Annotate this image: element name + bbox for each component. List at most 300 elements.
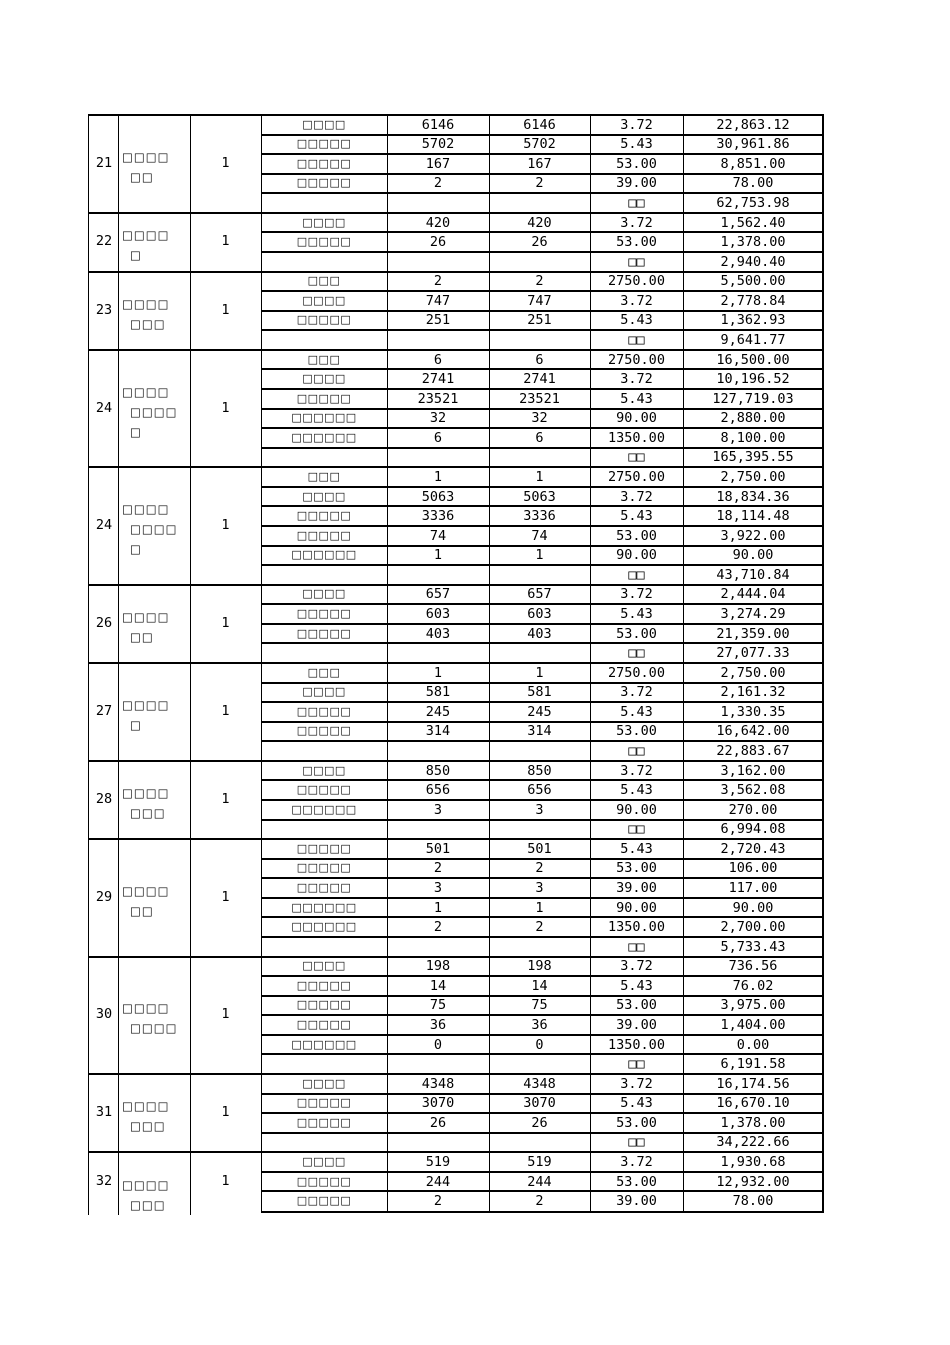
item-label: □□□□□ (296, 156, 352, 170)
row-number: 30 (95, 1006, 113, 1023)
quantity: 1 (221, 399, 230, 416)
amount: 2,940.40 (720, 253, 786, 270)
row-border (261, 740, 824, 742)
unit-price: 39.00 (616, 880, 657, 896)
quantity-b: 3070 (523, 1095, 556, 1112)
row-border (261, 231, 824, 233)
row-border (261, 642, 824, 644)
unit-name: □□□ (130, 1119, 166, 1134)
unit-price: 3.72 (620, 116, 653, 133)
column-border (489, 114, 490, 1212)
column-border (118, 114, 119, 1215)
item-label: □□□□□ (296, 176, 352, 190)
quantity-a: 2741 (421, 371, 455, 388)
unit-price: □□ (628, 449, 645, 466)
quantity-b: 519 (527, 1153, 552, 1170)
unit-name: □□□□ (122, 697, 170, 712)
unit-name: □ (130, 248, 142, 263)
amount: 2,700.00 (720, 919, 786, 936)
item-label: □□□□ (302, 293, 346, 307)
unit-price: 5.43 (620, 840, 653, 857)
unit-name: □□□□ (122, 609, 170, 624)
unit-price: 90.00 (616, 410, 657, 427)
amount: 1,404.00 (720, 1017, 786, 1033)
quantity-b: 75 (531, 997, 548, 1014)
unit-name: □□□□ (130, 404, 178, 419)
item-label: □□□□□ (296, 1096, 352, 1110)
unit-price: 39.00 (616, 175, 657, 192)
item-label: □□□□ (302, 685, 346, 699)
quantity-a: 519 (425, 1153, 451, 1170)
quantity-b: 1 (535, 664, 544, 681)
unit-price: 1350.00 (608, 919, 665, 936)
amount: 1,562.40 (720, 214, 786, 231)
row-border (261, 1211, 824, 1213)
quantity-a: 6146 (421, 116, 455, 133)
quantity: 1 (221, 1104, 230, 1121)
unit-price: 2750.00 (608, 469, 665, 486)
unit-name: □□ (130, 903, 154, 918)
quantity-b: 5702 (523, 136, 556, 153)
item-label: □□□□□□ (291, 548, 357, 562)
unit-price: 3.72 (620, 214, 653, 231)
unit-name: □□□ (130, 316, 166, 331)
unit-price: □□ (628, 938, 645, 955)
quantity-a: 6 (433, 351, 443, 368)
quantity-a: 14 (429, 977, 447, 994)
amount: 62,753.98 (716, 195, 790, 212)
quantity-b: 1 (535, 899, 544, 916)
row-number: 22 (95, 233, 113, 250)
unit-price: □□ (628, 566, 645, 583)
quantity-a: 420 (425, 214, 451, 231)
quantity-b: 3336 (523, 508, 556, 525)
quantity-b: 1 (535, 469, 544, 486)
unit-price: 53.00 (616, 860, 657, 877)
row-border (261, 251, 824, 253)
amount: 3,922.00 (720, 527, 786, 544)
quantity-b: 167 (527, 155, 552, 172)
quantity-a: 4348 (421, 1075, 455, 1092)
row-number: 24 (95, 399, 113, 416)
item-label: □□□□ (302, 372, 346, 386)
quantity-b: 3 (535, 880, 544, 896)
row-border (261, 779, 824, 781)
quantity-b: 2741 (523, 371, 556, 388)
quantity-b: 6146 (523, 116, 556, 133)
quantity: 1 (221, 1172, 230, 1189)
row-border (261, 975, 824, 977)
quantity-a: 3 (433, 801, 443, 818)
amount: 8,851.00 (720, 155, 786, 172)
unit-price: 90.00 (616, 801, 657, 818)
item-label: □□□□□□ (291, 1037, 357, 1051)
group-border (88, 349, 824, 351)
quantity-b: 2 (535, 175, 544, 192)
quantity-b: 26 (531, 234, 548, 251)
amount: 3,162.00 (720, 762, 786, 779)
item-label: □□□□ (302, 763, 346, 777)
unit-price: 5.43 (620, 1095, 653, 1112)
quantity: 1 (221, 154, 230, 171)
unit-name: □ (130, 424, 142, 439)
unit-name: □□□□ (122, 228, 170, 243)
unit-price: □□ (628, 332, 645, 349)
quantity-a: 74 (429, 527, 447, 544)
amount: 2,778.84 (720, 292, 786, 309)
amount: 3,274.29 (720, 606, 786, 623)
quantity-a: 32 (429, 410, 447, 427)
unit-name: □ (130, 541, 142, 556)
quantity-a: 23521 (417, 390, 459, 407)
row-border (261, 388, 824, 390)
item-label: □□□□ (302, 587, 346, 601)
amount: 1,930.68 (720, 1153, 786, 1170)
amount: 3,562.08 (720, 782, 786, 799)
quantity-b: 657 (527, 586, 552, 603)
item-label: □□□□□ (296, 861, 352, 875)
unit-price: 5.43 (620, 606, 653, 623)
unit-name: □□□ (130, 805, 166, 820)
column-border (88, 114, 89, 1215)
quantity-a: 656 (425, 782, 451, 799)
amount: 3,975.00 (720, 997, 786, 1014)
quantity-b: 244 (527, 1173, 552, 1190)
quantity-b: 36 (531, 1017, 548, 1033)
quantity-a: 2 (433, 175, 443, 192)
unit-name: □□□□ (122, 785, 170, 800)
row-number: 31 (95, 1104, 113, 1121)
quantity-b: 74 (531, 527, 548, 544)
quantity-b: 420 (527, 214, 552, 231)
unit-price: 1350.00 (608, 429, 665, 446)
amount: 736.56 (728, 958, 778, 975)
row-border (261, 290, 824, 292)
unit-price: 3.72 (620, 762, 653, 779)
unit-price: 5.43 (620, 703, 653, 720)
item-label: □□□□□□ (291, 802, 357, 816)
unit-price: □□ (628, 645, 645, 662)
quantity-b: 3 (535, 801, 544, 818)
unit-name: □□□ (130, 1197, 166, 1212)
unit-name: □□□□ (130, 1021, 178, 1036)
group-border (88, 956, 824, 958)
row-border (261, 1190, 824, 1192)
quantity-a: 5702 (421, 136, 455, 153)
item-label: □□□□□ (296, 313, 352, 327)
unit-price: 39.00 (616, 1193, 657, 1210)
item-label: □□□□□ (296, 724, 352, 738)
unit-price: 5.43 (620, 312, 653, 329)
row-number: 27 (95, 702, 113, 719)
column-border (387, 114, 388, 1212)
amount: 5,733.43 (720, 938, 786, 955)
quantity: 1 (221, 301, 230, 318)
amount: 27,077.33 (716, 645, 790, 662)
group-border (88, 662, 824, 664)
amount: 30,961.86 (716, 136, 790, 153)
unit-name: □□□□ (122, 384, 170, 399)
column-border (590, 114, 591, 1212)
unit-name: □□□□ (122, 883, 170, 898)
unit-price: 3.72 (620, 1075, 653, 1092)
quantity-b: 5063 (523, 488, 556, 505)
quantity-a: 581 (425, 684, 451, 701)
unit-price: 3.72 (620, 371, 653, 388)
amount: 1,362.93 (720, 312, 786, 329)
group-border (88, 760, 824, 762)
amount: 16,500.00 (716, 351, 790, 368)
quantity-b: 501 (527, 840, 552, 857)
quantity-a: 501 (425, 840, 451, 857)
unit-price: 3.72 (620, 586, 653, 603)
row-border (261, 1053, 824, 1055)
row-border (261, 799, 824, 801)
unit-price: 53.00 (616, 234, 657, 251)
quantity-a: 2 (433, 1193, 443, 1210)
quantity-a: 314 (425, 723, 451, 740)
unit-price: 1350.00 (608, 1036, 665, 1053)
amount: 18,114.48 (716, 508, 790, 525)
unit-price: 2750.00 (608, 351, 665, 368)
unit-price: □□ (628, 1134, 645, 1151)
quantity-a: 2 (433, 860, 443, 877)
unit-name: □□□□ (122, 149, 170, 164)
row-border (261, 427, 824, 429)
group-border (88, 212, 824, 214)
item-label: □□□□□ (296, 704, 352, 718)
amount: 16,174.56 (716, 1075, 790, 1092)
item-label: □□□□□ (296, 1115, 352, 1129)
unit-price: 90.00 (616, 899, 657, 916)
unit-price: 53.00 (616, 1173, 657, 1190)
quantity-b: 603 (527, 606, 552, 623)
amount: 6,994.08 (720, 821, 786, 838)
amount: 90.00 (732, 899, 774, 916)
row-number: 24 (95, 516, 113, 533)
unit-name: □□□□ (122, 1177, 170, 1192)
amount: 22,883.67 (716, 743, 790, 760)
unit-price: 2750.00 (608, 273, 665, 290)
group-border (88, 1151, 824, 1153)
quantity-b: 0 (535, 1036, 544, 1053)
item-label: □□□□□ (296, 528, 352, 542)
item-label: □□□□□ (296, 1194, 352, 1208)
unit-name: □ (130, 717, 142, 732)
item-label: □□□ (307, 274, 341, 288)
amount: 12,932.00 (716, 1173, 790, 1190)
quantity-a: 245 (425, 703, 451, 720)
row-border (261, 368, 824, 370)
unit-price: 5.43 (620, 390, 653, 407)
row-border (261, 916, 824, 918)
quantity: 1 (221, 1006, 230, 1023)
row-number: 21 (95, 154, 113, 171)
quantity-b: 2 (535, 1193, 544, 1210)
quantity: 1 (221, 702, 230, 719)
quantity-b: 2 (535, 273, 544, 290)
unit-price: 90.00 (616, 547, 657, 564)
amount: 78.00 (732, 1193, 774, 1210)
quantity-a: 1 (433, 899, 443, 916)
quantity-a: 2 (433, 919, 443, 936)
item-label: □□□□□ (296, 137, 352, 151)
amount: 8,100.00 (720, 429, 786, 446)
row-border (261, 564, 824, 566)
unit-price: 5.43 (620, 508, 653, 525)
row-number: 29 (95, 888, 113, 905)
item-label: □□□□□ (296, 978, 352, 992)
quantity: 1 (221, 790, 230, 807)
quantity-a: 198 (425, 958, 451, 975)
amount: 78.00 (732, 175, 774, 192)
amount: 2,880.00 (720, 410, 786, 427)
quantity: 1 (221, 888, 230, 905)
quantity-b: 747 (527, 292, 552, 309)
unit-price: 53.00 (616, 625, 657, 642)
quantity-a: 244 (425, 1173, 451, 1190)
group-border (88, 466, 824, 468)
group-border (88, 1073, 824, 1075)
quantity-b: 198 (527, 958, 552, 975)
item-label: □□□□ (302, 489, 346, 503)
amount: 22,863.12 (716, 116, 790, 133)
unit-price: 53.00 (616, 527, 657, 544)
quantity-a: 75 (429, 997, 447, 1014)
quantity-b: 32 (531, 410, 548, 427)
quantity-b: 1 (535, 547, 544, 564)
quantity-b: 403 (527, 625, 552, 642)
amount: 5,500.00 (720, 273, 786, 290)
item-label: □□□□□□ (291, 900, 357, 914)
group-border (88, 271, 824, 273)
amount: 90.00 (732, 547, 774, 564)
amount: 6,191.58 (720, 1056, 786, 1073)
amount: 16,642.00 (716, 723, 790, 740)
group-border (88, 114, 824, 116)
quantity-b: 2 (535, 919, 544, 936)
quantity-a: 657 (425, 586, 451, 603)
unit-name: □□□□ (130, 521, 178, 536)
item-label: □□□□□ (296, 235, 352, 249)
unit-price: 3.72 (620, 958, 653, 975)
row-border (261, 153, 824, 155)
quantity-a: 2 (433, 273, 443, 290)
row-border (261, 936, 824, 938)
amount: 1,378.00 (720, 234, 786, 251)
amount: 21,359.00 (716, 625, 790, 642)
item-label: □□□□ (302, 117, 346, 131)
row-border (261, 525, 824, 527)
row-border (261, 877, 824, 879)
column-border (822, 114, 824, 1212)
column-border (683, 114, 684, 1212)
amount: 34,222.66 (716, 1134, 790, 1151)
unit-price: □□ (628, 253, 645, 270)
unit-price: 53.00 (616, 997, 657, 1014)
item-label: □□□□□ (296, 607, 352, 621)
quantity-a: 403 (425, 625, 451, 642)
unit-price: 3.72 (620, 292, 653, 309)
unit-price: 39.00 (616, 1017, 657, 1033)
quantity-a: 3 (433, 880, 443, 896)
item-label: □□□□□ (296, 391, 352, 405)
quantity-b: 6 (535, 351, 544, 368)
unit-price: □□ (628, 743, 645, 760)
quantity-b: 14 (531, 977, 548, 994)
quantity-a: 167 (425, 155, 451, 172)
item-label: □□□□ (302, 1076, 346, 1090)
item-label: □□□ (307, 470, 341, 484)
amount: 0.00 (736, 1036, 770, 1053)
amount: 127,719.03 (712, 390, 794, 407)
row-border (261, 192, 824, 194)
quantity-a: 1 (433, 547, 443, 564)
item-label: □□□ (307, 665, 341, 679)
amount: 1,330.35 (720, 703, 786, 720)
amount: 9,641.77 (720, 332, 786, 349)
amount: 43,710.84 (716, 566, 790, 583)
amount: 16,670.10 (716, 1095, 790, 1112)
amount: 10,196.52 (716, 371, 790, 388)
item-label: □□□□ (302, 959, 346, 973)
quantity-b: 850 (527, 762, 552, 779)
unit-price: □□ (628, 821, 645, 838)
unit-price: 53.00 (616, 155, 657, 172)
quantity-a: 26 (429, 1114, 447, 1131)
quantity-a: 3336 (421, 508, 455, 525)
unit-price: □□ (628, 1056, 645, 1073)
amount: 165,395.55 (712, 449, 794, 466)
unit-price: □□ (628, 195, 645, 212)
item-label: □□□□□ (296, 626, 352, 640)
unit-price: 3.72 (620, 684, 653, 701)
unit-name: □□□□ (122, 1001, 170, 1016)
row-border (261, 603, 824, 605)
amount: 106.00 (728, 860, 778, 877)
quantity-a: 603 (425, 606, 451, 623)
row-number: 28 (95, 790, 113, 807)
row-border (261, 701, 824, 703)
row-number: 32 (95, 1172, 113, 1189)
unit-price: 2750.00 (608, 664, 665, 681)
amount: 76.02 (732, 977, 774, 994)
item-label: □□□□□ (296, 881, 352, 894)
quantity-a: 251 (425, 312, 451, 329)
item-label: □□□□□ (296, 841, 352, 855)
unit-price: 53.00 (616, 1114, 657, 1131)
quantity: 1 (221, 516, 230, 533)
amount: 18,834.36 (716, 488, 790, 505)
amount: 2,750.00 (720, 469, 786, 486)
item-label: □□□□ (302, 1154, 346, 1168)
amount: 2,720.43 (720, 840, 786, 857)
amount: 1,378.00 (720, 1114, 786, 1131)
quantity-a: 36 (429, 1017, 447, 1033)
unit-price: 5.43 (620, 977, 653, 994)
item-label: □□□□□□ (291, 430, 357, 444)
quantity-a: 3070 (421, 1095, 455, 1112)
quantity-b: 4348 (523, 1075, 556, 1092)
row-number: 26 (95, 614, 113, 631)
amount: 2,161.32 (720, 684, 786, 701)
unit-name: □□ (130, 169, 154, 184)
quantity-a: 26 (429, 234, 447, 251)
row-border (261, 505, 824, 507)
quantity-a: 5063 (421, 488, 455, 505)
row-border (261, 329, 824, 331)
unit-price: 3.72 (620, 1153, 653, 1170)
